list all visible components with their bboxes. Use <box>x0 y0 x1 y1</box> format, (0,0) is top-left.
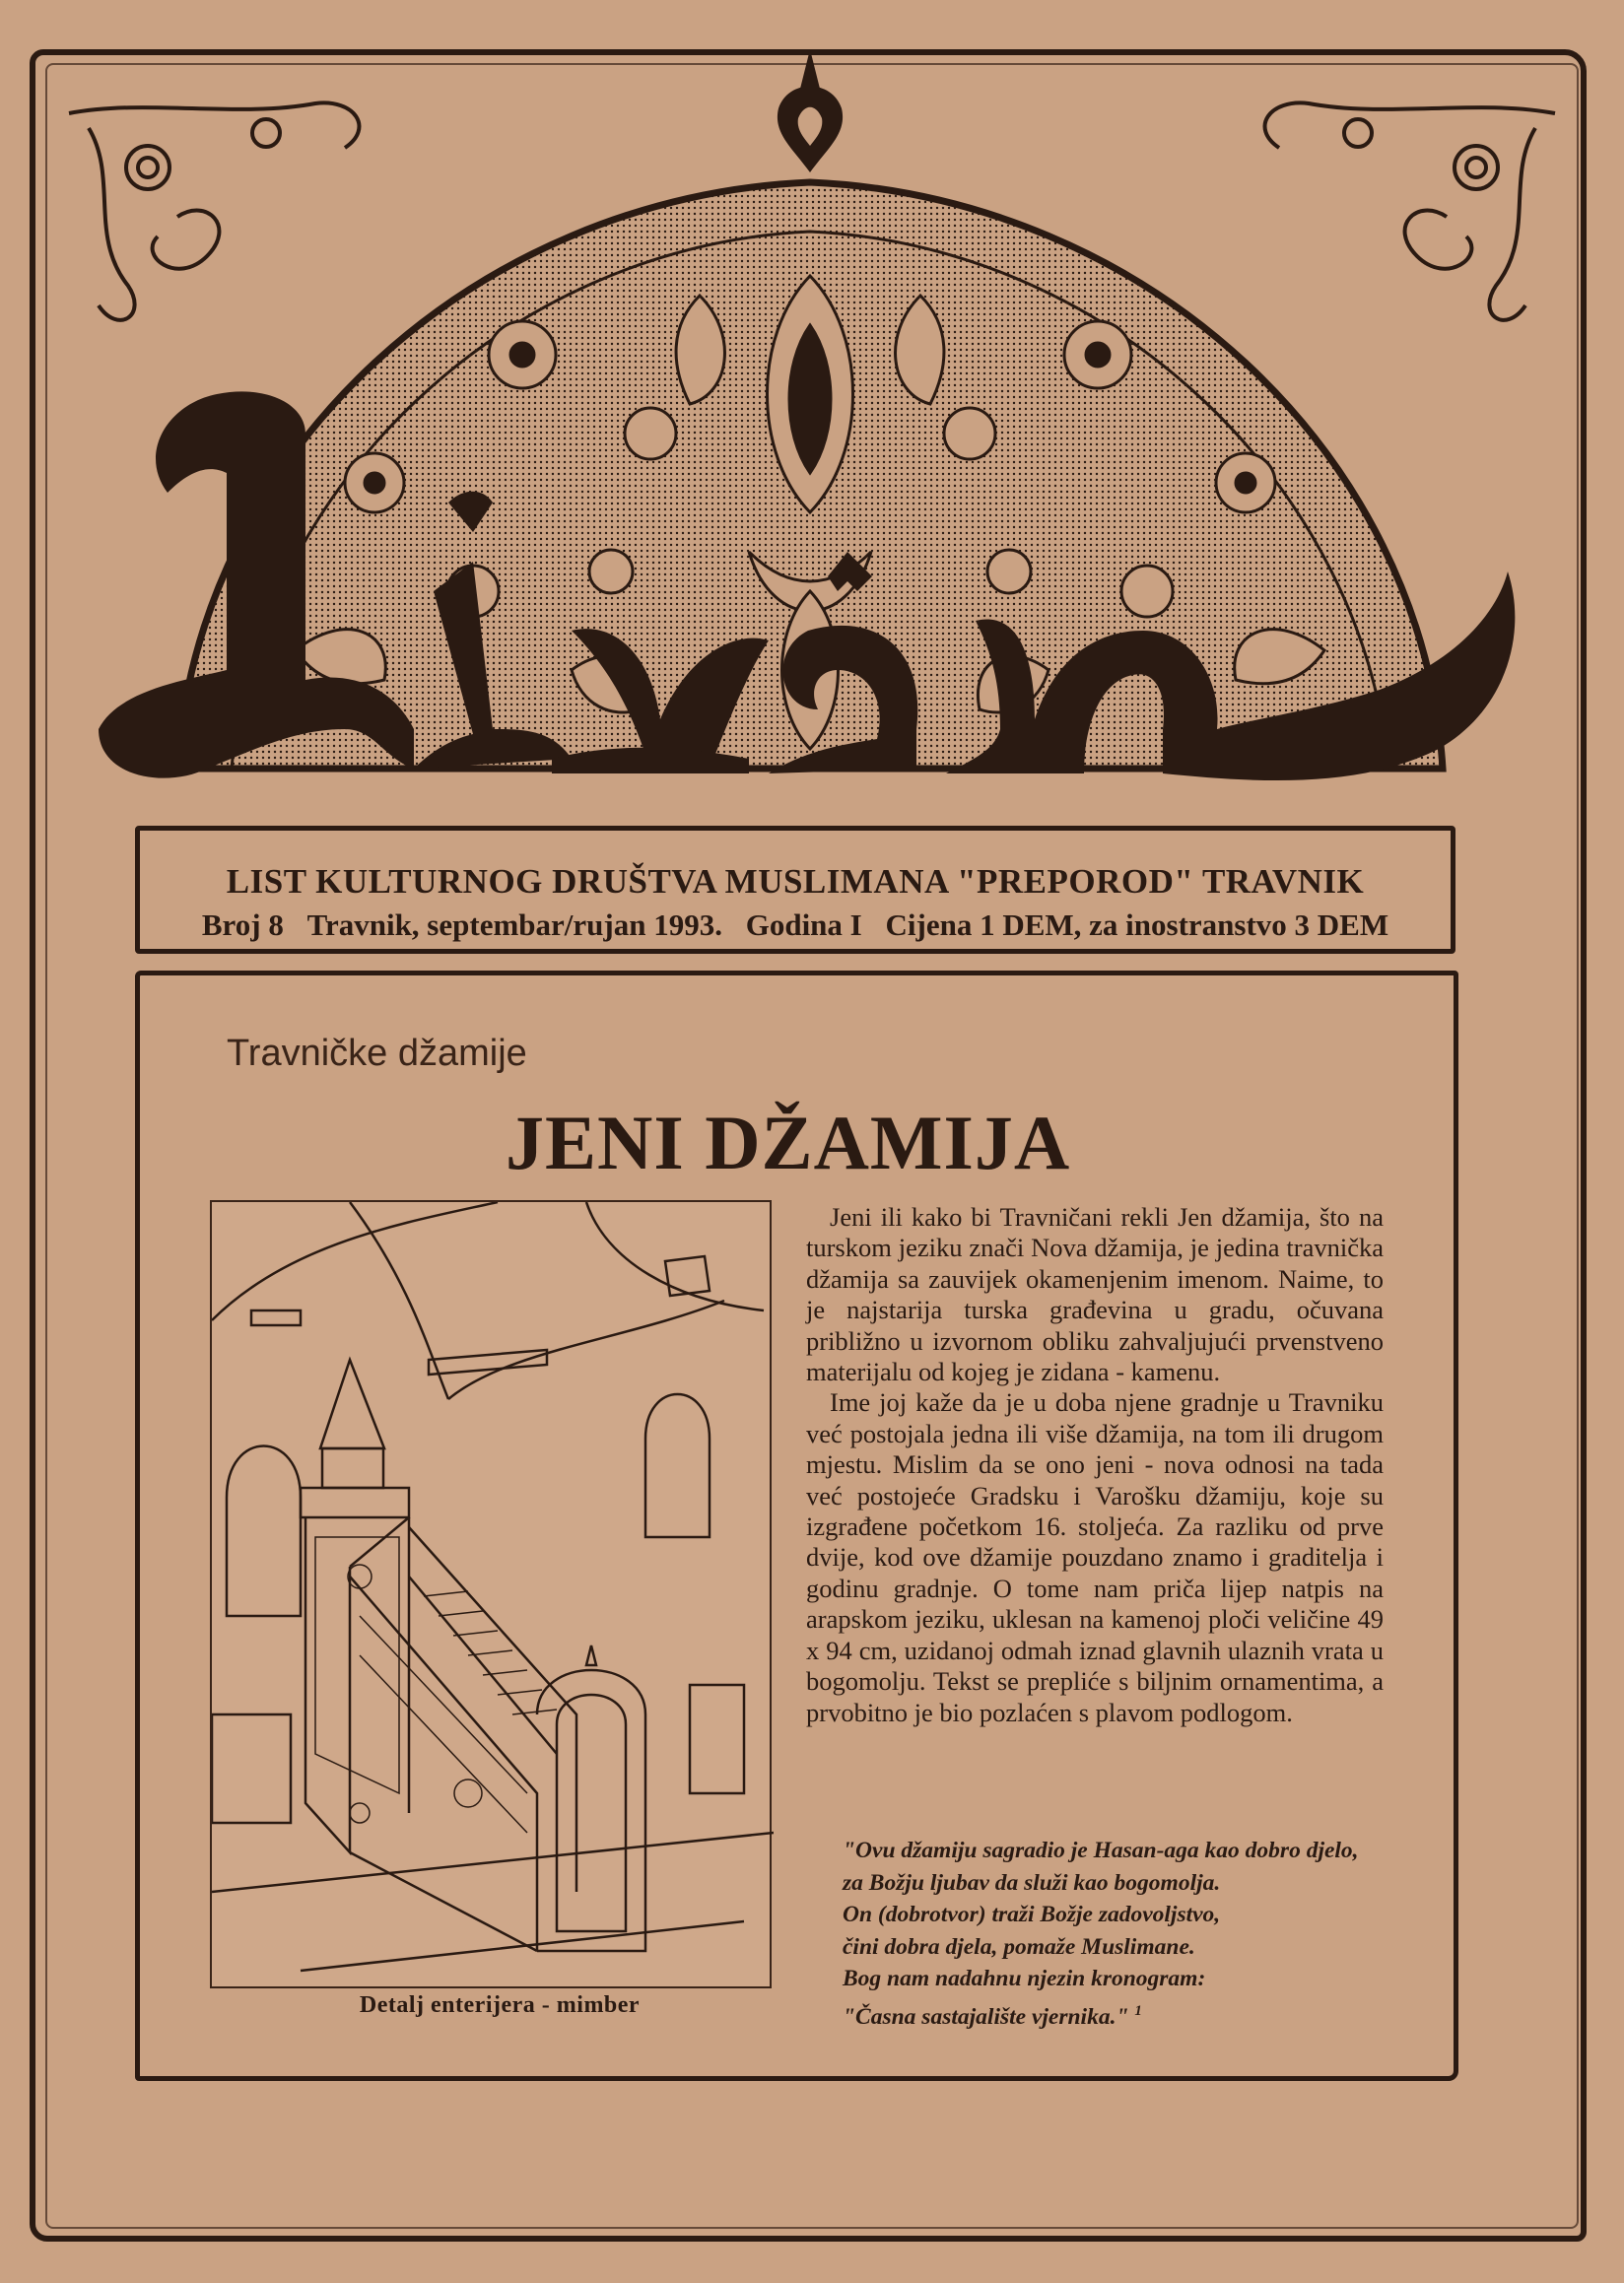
quote-line: "Ovu džamiju sagradio je Hasan-aga kao dobro djelo, <box>843 1838 1359 1863</box>
place-date: Travnik, septembar/rujan 1993. <box>306 907 722 942</box>
issue-number: Broj 8 <box>201 907 284 942</box>
quote-line-last <box>843 1995 1394 2033</box>
footnote-mark: 1 <box>1134 2002 1142 2019</box>
paragraph: Jeni ili kako bi Travničani rekli Jen džamija, što na turskom jeziku znači Nova džamija, je jedina travnička džamija sa zauvijek okamenjenim imenom. Naime, to je najstarija turska građevina u gradu, očuvana približno u izvornom obliku zahvaljujući prvenstveno materijalu od kojeg je zidana - kamenu. <box>806 1202 1384 1387</box>
article-headline: JENI DŽAMIJA <box>506 1100 1071 1185</box>
left-corner-scroll <box>69 102 359 319</box>
quote-line: On (dobrotvor) traži Božje zadovoljstvo, <box>843 1902 1221 1927</box>
price: Cijena 1 DEM, za inostranstvo 3 DEM <box>885 907 1389 942</box>
masthead <box>59 39 1565 828</box>
article-body <box>806 1202 1384 1728</box>
publication-info-box <box>135 826 1455 954</box>
paragraph: Ime joj kaže da je u doba njene gradnje u Travniku već postojala jedna ili više džamija, na tom ili drugom mjestu. Mislim da se ono jeni - nova odnosi na tada već postojeće Gradsku i Varošku džamiju, koje su izgrađene početkom 16. stoljeća. Za razliku od prve dvije, kod ove džamije pouzdano znamo i graditelja i godinu gradnje. O tome nam priča lijep natpis na arapskom jeziku, uklesan na kamenoj ploči veličine 49 x 94 cm, uzidanoj odmah iznad glavnih ulaznih vrata u bogomolju. Tekst se prepliće s biljnim ornamentima, a prvobitno je bio pozlaćen s plavom podlogom. <box>806 1387 1384 1727</box>
masthead-ornament <box>59 39 1565 828</box>
mimber-drawing <box>212 1202 774 1990</box>
volume-year: Godina I <box>745 907 862 942</box>
mimber-illustration <box>210 1200 772 1988</box>
issue-line <box>140 907 1451 943</box>
publisher-line: LIST KULTURNOG DRUŠTVA MUSLIMANA "PREPOROD" TRAVNIK <box>226 862 1365 901</box>
quote-line: Bog nam nadahnu njezin kronogram: <box>843 1966 1206 1991</box>
section-label: Travničke džamije <box>227 1033 527 1074</box>
inscription-quote <box>843 1835 1394 2033</box>
quote-line: čini dobra djela, pomaže Muslimane. <box>843 1933 1195 1960</box>
dome-finial <box>778 49 843 172</box>
right-corner-scroll <box>1265 102 1555 319</box>
quote-line: za Božju ljubav da služi kao bogomolja. <box>843 1869 1221 1896</box>
illustration-caption: Detalj enterijera - mimber <box>359 1992 641 2018</box>
quote-line: "Časna sastajalište vjernika." <box>843 2003 1129 2030</box>
